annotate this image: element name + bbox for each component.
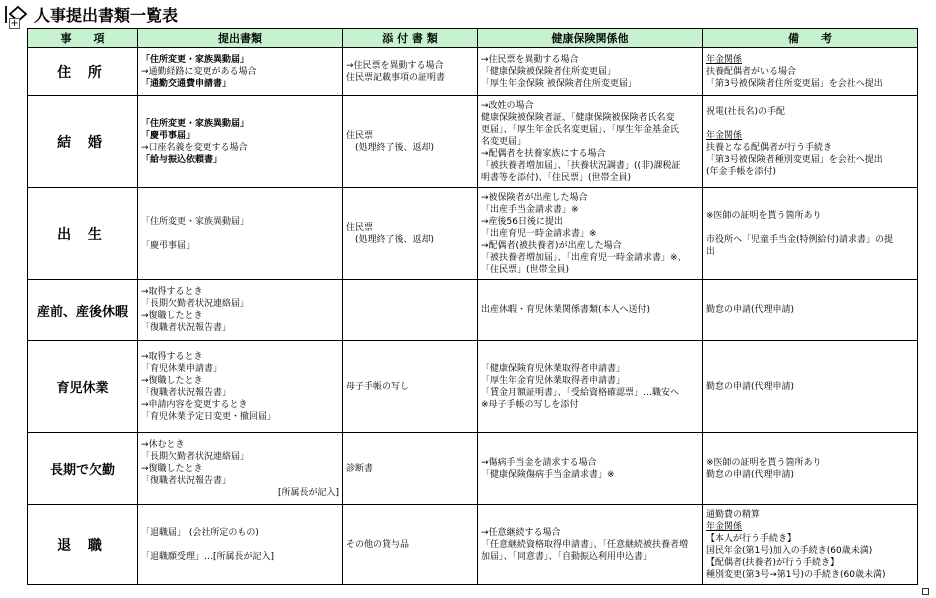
cell-line xyxy=(706,118,914,130)
cell-line: 種別変更(第3号→第1号)の手続き(60歳未満) xyxy=(706,569,886,580)
cell-line: 「住所変更・家族異動届」 xyxy=(141,118,250,129)
cell-line: 「長期欠勤者状況連絡届」 xyxy=(141,451,250,462)
cell-line: →休むとき xyxy=(141,439,185,450)
cell-line: 「住所変更・家族異動届」 xyxy=(141,216,250,227)
header-attach: 添 付 書 類 xyxy=(343,29,478,48)
cell-line: 「被扶養者増加届」、「扶養状況調書」((非)課税証 xyxy=(481,160,681,171)
cell-attach xyxy=(343,96,478,188)
cell-attach xyxy=(343,433,478,505)
cell-line: 勤怠の申請(代理申請) xyxy=(706,381,795,392)
header-item: 事 項 xyxy=(28,29,138,48)
cell-line: (処理終了後、返却) xyxy=(346,142,435,153)
cell-line: 祝電(社長名)の手配 xyxy=(706,106,786,117)
cell-line: 「第3号被保険者住所変更届」を会社へ提出 xyxy=(706,78,883,89)
cell-line xyxy=(141,228,339,240)
cell-line: →住民票を異動する場合 xyxy=(346,60,444,71)
cell-line: 「復職者状況報告書」 xyxy=(141,323,232,333)
cell-line: 「健康保険傷病手当金請求書」※ xyxy=(481,469,615,480)
cell-line: →任意継続する場合 xyxy=(481,527,561,538)
table-row xyxy=(28,433,918,505)
cell-line: 「給与振込依頼書」 xyxy=(141,154,223,165)
cell-line: →通勤経路に変更がある場合 xyxy=(141,66,257,77)
cell-attach xyxy=(343,280,478,341)
cell-line: 「第3号被保険者種別変更届」を会社へ提出 xyxy=(706,154,883,165)
cell-line: ※医師の証明を貰う箇所あり xyxy=(706,210,822,221)
cell-health xyxy=(478,505,703,585)
cell-attach xyxy=(343,48,478,96)
cell-health xyxy=(478,96,703,188)
cell-line: 住民票 xyxy=(346,222,374,233)
row-item-label: 産前、産後休暇 xyxy=(28,280,138,341)
cell-line: →取得するとき xyxy=(141,287,203,297)
cell-line: →傷病手当金を請求する場合 xyxy=(481,457,597,468)
cell-line: →改姓の場合 xyxy=(481,100,534,111)
cell-line: 「健康保険育児休業取得者申請書」 xyxy=(481,363,626,374)
cell-line xyxy=(706,222,914,234)
cell-notes xyxy=(703,341,918,433)
cell-line: →住民票を異動する場合 xyxy=(481,54,579,65)
cell-notes xyxy=(703,188,918,280)
cell-line: →取得するとき xyxy=(141,351,203,362)
cell-notes xyxy=(703,505,918,585)
cell-line: 国民年金(第1号)加入の手続き(60歳未満) xyxy=(706,545,873,556)
cell-line: 「出産手当金請求書」※ xyxy=(481,204,579,215)
table-row xyxy=(28,48,918,96)
row-item-label: 育児休業 xyxy=(28,341,138,433)
cell-line: ※医師の証明を貰う箇所あり xyxy=(706,457,822,468)
cell-docs xyxy=(138,505,343,585)
cell-notes xyxy=(703,433,918,505)
table-row xyxy=(28,341,918,433)
cell-line: 通勤費の精算 xyxy=(706,509,761,520)
cell-line: →復職したとき xyxy=(141,463,203,474)
cell-line: ※母子手帳の写しを添付 xyxy=(481,399,579,410)
cell-line xyxy=(141,539,339,551)
cell-line: →復職したとき xyxy=(141,375,203,386)
cell-line: 「厚生年金保険 被保険者住所変更届」 xyxy=(481,78,637,89)
cell-line: 「住民票」(世帯全員) xyxy=(481,264,570,275)
cell-notes xyxy=(703,48,918,96)
document-table xyxy=(27,28,918,585)
cell-docs xyxy=(138,341,343,433)
cell-line: 「任意継続資格取得申請書」、「任意継続被扶養者増 xyxy=(481,539,689,550)
header-docs: 提出書類 xyxy=(138,29,343,48)
cell-health xyxy=(478,48,703,96)
cell-notes xyxy=(703,280,918,341)
header-notes: 備 考 xyxy=(703,29,918,48)
cell-line: 「復職者状況報告書」 xyxy=(141,387,232,398)
cell-attach xyxy=(343,505,478,585)
cell-line: 勤怠の申請(代理申請) xyxy=(706,305,795,315)
cell-line: その他の貸与品 xyxy=(346,539,410,550)
cell-line: 診断書 xyxy=(346,463,374,474)
cell-attach xyxy=(343,341,478,433)
cell-line: 「賃金月額証明書」、「受給資格確認票」…職安へ xyxy=(481,387,680,398)
cell-line: 「長期欠勤者状況連絡届」 xyxy=(141,299,250,309)
cell-line: →配偶者(被扶養者)が出産した場合 xyxy=(481,240,622,251)
cell-line: 健康保険被保険者証、「健康保険被保険者氏名変 xyxy=(481,112,675,123)
cell-line: →産後56日後に提出 xyxy=(481,216,563,227)
cell-line: 勤怠の申請(代理申請) xyxy=(706,469,795,480)
cell-line: 「出産育児一時金請求書」※ xyxy=(481,228,597,239)
cell-health xyxy=(478,280,703,341)
table-row xyxy=(28,96,918,188)
cell-line: 明書等を添付)、「住民票」(世帯全員) xyxy=(481,172,632,183)
row-item-label: 結 婚 xyxy=(28,96,138,188)
cell-line: 「慶弔事届」 xyxy=(141,130,196,141)
cell-line: 加届」、「同意書」、「自動振込利用申込書」 xyxy=(481,551,653,562)
header-row xyxy=(28,29,918,48)
cell-line: 【配偶者(扶養者)が行う手続き】 xyxy=(706,557,840,568)
cell-line: 扶養となる配偶者が行う手続き xyxy=(706,142,833,153)
cell-line: 「通勤交通費申請書」 xyxy=(141,78,232,89)
cell-attach xyxy=(343,188,478,280)
cell-line: 「退職届」 (会社所定のもの) xyxy=(141,527,259,538)
cell-health xyxy=(478,341,703,433)
row-item-label: 退 職 xyxy=(28,505,138,585)
cell-line: 「育児休業申請書」 xyxy=(141,363,223,374)
table-row xyxy=(28,188,918,280)
cell-line: 扶養配偶者がいる場合 xyxy=(706,66,797,77)
row-item-label: 住 所 xyxy=(28,48,138,96)
cell-line: →口座名義を変更する場合 xyxy=(141,142,248,153)
cell-docs xyxy=(138,188,343,280)
cell-line: 出産休暇・育児休業関係書類(本人へ送付) xyxy=(481,305,651,315)
cell-docs xyxy=(138,96,343,188)
cell-line: 「住所変更・家族異動届」 xyxy=(141,54,250,65)
cell-line: 出 xyxy=(706,246,716,257)
table-row xyxy=(28,505,918,585)
cell-line: 「健康保険被保険者住所変更届」 xyxy=(481,66,617,77)
cell-docs xyxy=(138,48,343,96)
cell-docs xyxy=(138,280,343,341)
cell-line: 「育児休業予定日変更・撤回届」 xyxy=(141,411,277,422)
cell-docs xyxy=(138,433,343,505)
cell-health xyxy=(478,433,703,505)
cell-health xyxy=(478,188,703,280)
cell-line: 市役所へ「児童手当金(特例給付)請求書」の提 xyxy=(706,234,894,245)
cell-line: →申請内容を変更するとき xyxy=(141,399,248,410)
page-title: 人事提出書類一覧表 xyxy=(34,5,179,25)
row-item-label: 長期で欠勤 xyxy=(28,433,138,505)
cell-line: 「慶弔事届」 xyxy=(141,240,196,251)
cell-line: 「被扶養者増加届」、「出産育児一時金請求書」※、 xyxy=(481,252,687,263)
table-resize-handle[interactable] xyxy=(922,588,929,595)
cell-line: (年金手帳を添付) xyxy=(706,166,777,177)
table-row xyxy=(28,280,918,341)
cell-line: 住民票 xyxy=(346,130,374,141)
cell-line: 【本人が行う手続き】 xyxy=(706,533,797,544)
header-health: 健康保険関係他 xyxy=(478,29,703,48)
cell-line: 年金関係 xyxy=(706,521,743,532)
cell-line: 「復職者状況報告書」 xyxy=(141,475,232,486)
cell-line: 「厚生年金育児休業取得者申請書」 xyxy=(481,375,626,386)
cell-notes xyxy=(703,96,918,188)
cell-line: 「退職願受理」…[所属長が記入] xyxy=(141,551,275,562)
cell-line: →配偶者を扶養家族にする場合 xyxy=(481,148,606,159)
cell-line: →復職したとき xyxy=(141,311,203,321)
row-item-label: 出 生 xyxy=(28,188,138,280)
cell-line: 年金関係 xyxy=(706,54,743,65)
cell-line: 住民票記載事項の証明書 xyxy=(346,72,446,83)
cell-line: 母子手帳の写し xyxy=(346,381,410,392)
cell-line: (処理終了後、返却) xyxy=(346,234,435,245)
cell-line: →被保険者が出産した場合 xyxy=(481,192,588,203)
cell-line: 更届」、「厚生年金氏名変更届」、「厚生年金基金氏 xyxy=(481,124,680,135)
cell-line: 年金関係 xyxy=(706,130,743,141)
cell-line: [所属長が記入] xyxy=(277,487,339,498)
page-title-area xyxy=(4,2,178,26)
table-move-handle[interactable]: + xyxy=(10,18,19,29)
cell-line: 名変更届」 xyxy=(481,136,527,147)
